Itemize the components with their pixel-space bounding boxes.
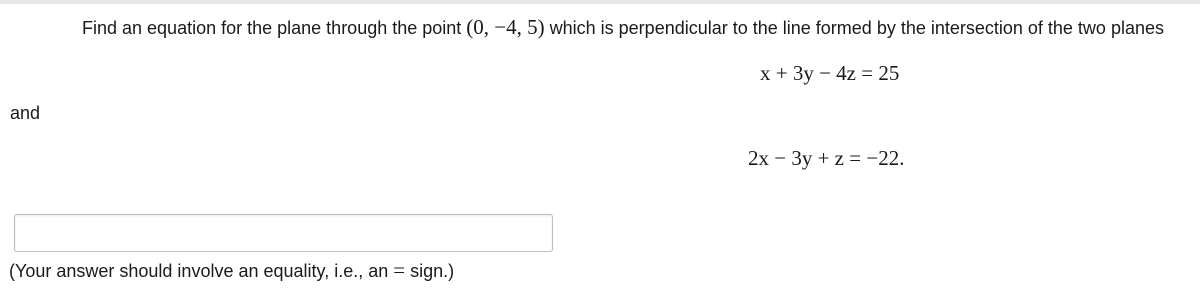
question-prompt <box>82 15 1164 40</box>
top-divider <box>0 0 1200 4</box>
hint-text-after: sign.) <box>405 261 455 281</box>
question-text-after: which is perpendicular to the line formed by the intersection of the two planes <box>544 18 1164 38</box>
question-text-before: Find an equation for the plane through the point <box>82 18 467 38</box>
and-connector: and <box>10 103 41 123</box>
plane-equation-2: 2x − 3y + z = −22. <box>748 146 905 170</box>
plane-equation-1: x + 3y − 4z = 25 <box>760 61 900 85</box>
answer-hint <box>9 258 454 283</box>
answer-input[interactable] <box>14 214 553 252</box>
hint-text-before: (Your answer should involve an equality, i.e., an <box>9 261 394 281</box>
equals-symbol: = <box>393 258 406 282</box>
point-coordinates: (0, −4, 5) <box>466 15 545 39</box>
